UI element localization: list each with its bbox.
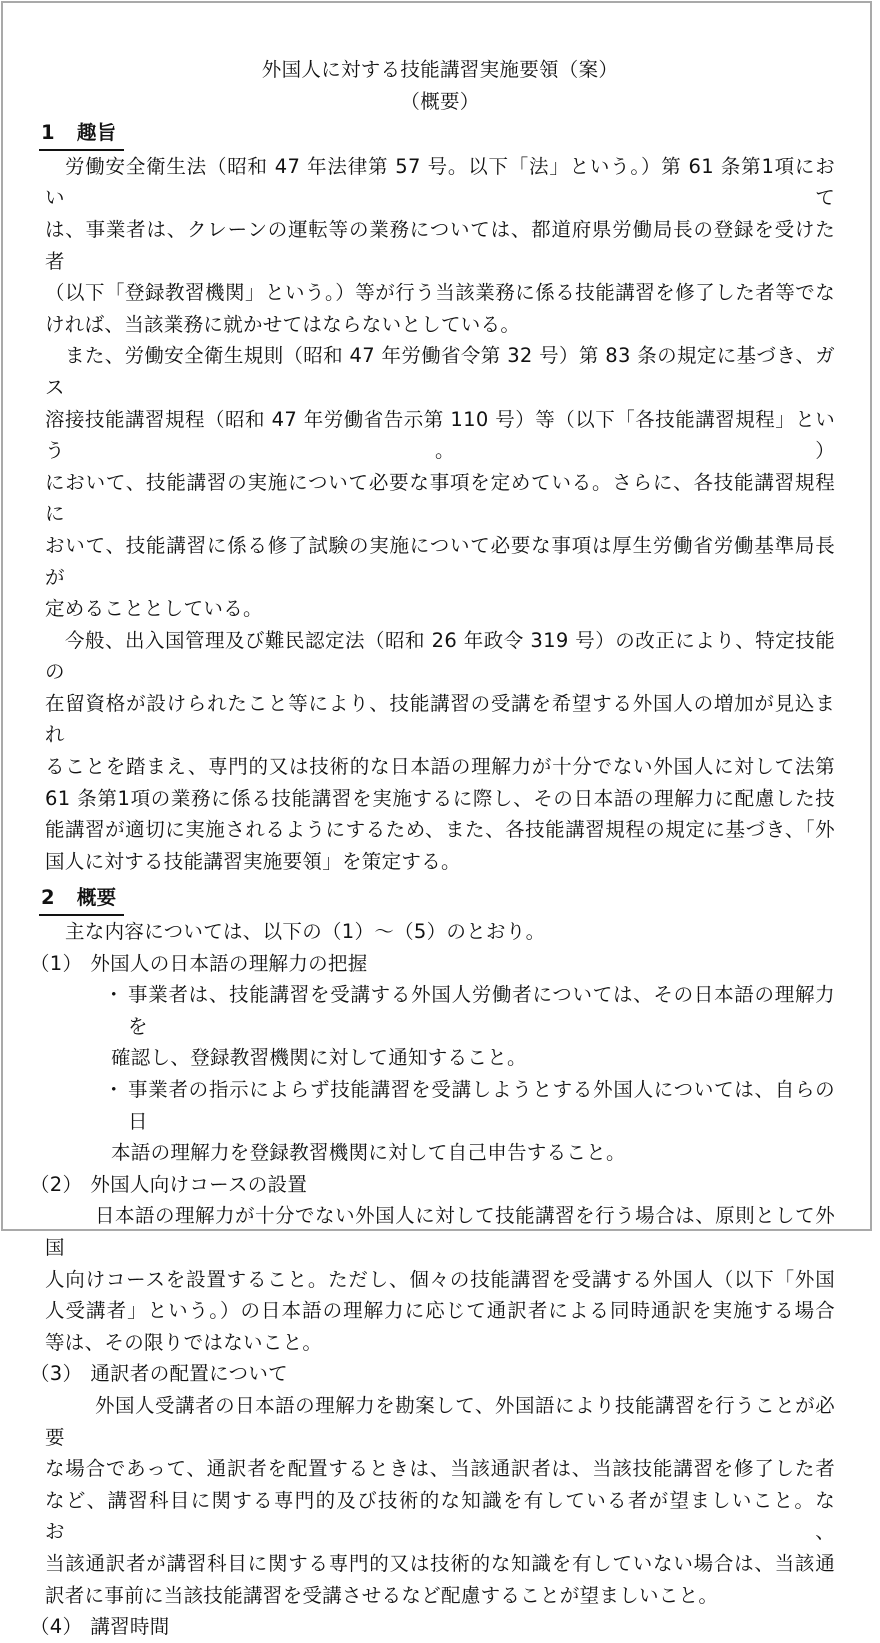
- intro-line: 主な内容については、以下の（1）～（5）のとおり。: [65, 920, 546, 944]
- item-paragraph-line: 訳者に事前に当該技能講習を受講させるなど配慮することが望ましいこと。: [45, 1583, 719, 1607]
- paragraph-line: （以下「登録教習機関」という。）等が行う当該業務に係る技能講習を修了した者等でな: [45, 281, 836, 305]
- item-paragraph-line: 人受講者」という。）の日本語の理解力に応じて通訳者による同時通訳を実施する場合: [45, 1299, 835, 1323]
- bullet-continuation-line: 確認し、登録教習機関に対して通知すること。: [111, 1046, 527, 1070]
- list-item-heading: [30, 1611, 835, 1643]
- paragraph-line: おいて、技能講習に係る修了試験の実施について必要な事項は厚生労働省労働基準局長が: [45, 533, 835, 589]
- item-paragraph-line: 日本語の理解力が十分でない外国人に対して技能講習を行う場合は、原則として外国: [45, 1204, 835, 1259]
- list-item-heading: [30, 948, 835, 980]
- list-item-number: （2）: [30, 1172, 83, 1196]
- list-item-number: （4）: [30, 1615, 83, 1639]
- section-heading: [39, 882, 835, 916]
- section-heading: [39, 117, 835, 151]
- item-paragraph-line: など、講習科目に関する専門的及び技術的な知識を有している者が望ましいこと。なお、: [45, 1488, 835, 1544]
- list-item-title: 外国人向けコースの設置: [90, 1172, 308, 1196]
- paragraph-line: 在留資格が設けられたこと等により、技能講習の受講を希望する外国人の増加が見込まれ: [45, 691, 835, 747]
- section-number: 1: [41, 121, 55, 145]
- bullet-line: [104, 1074, 835, 1137]
- item-paragraph-line: 当該通訳者が講習科目に関する専門的又は技術的な知識を有していない場合は、当該通: [45, 1551, 835, 1575]
- section-title: 趣旨: [76, 121, 117, 145]
- paragraph-line: 能講習が適切に実施されるようにするため、また、各技能講習規程の規定に基づき、「外: [45, 818, 835, 842]
- item-paragraph-line: 人向けコースを設置すること。ただし、個々の技能講習を受講する外国人（以下「外国: [45, 1267, 835, 1291]
- paragraph-line: 今般、出入国管理及び難民認定法（昭和 26 年政令 319 号）の改正により、特定技能の: [45, 628, 835, 684]
- section-heading-underline: [39, 882, 124, 916]
- paragraph-line: また、労働安全衛生規則（昭和 47 年労働省令第 32 号）第 83 条の規定に基づき、ガス: [45, 344, 835, 399]
- paragraph-line: ければ、当該業務に就かせてはならないとしている。: [45, 312, 521, 336]
- list-item-number: （3）: [30, 1362, 83, 1386]
- list-item-heading: [30, 1358, 835, 1390]
- section-title: 概要: [76, 886, 117, 910]
- bullet-icon: ・: [104, 1078, 124, 1101]
- bullet-text: 事業者は、技能講習を受講する外国人労働者については、その日本語の理解力を: [128, 983, 835, 1038]
- paragraph-line: は、事業者は、クレーンの運転等の業務については、都道府県労働局長の登録を受けた者: [45, 217, 835, 273]
- list-item-number: （1）: [30, 951, 83, 975]
- paragraph-line: 61 条第1項の業務に係る技能講習を実施するに際し、その日本語の理解力に配慮した技: [45, 786, 835, 810]
- doc-subtitle: （概要）: [400, 89, 480, 113]
- bullet-line: [104, 979, 835, 1042]
- paragraph-line: 国人に対する技能講習実施要領」を策定する。: [45, 849, 461, 873]
- bullet-icon: ・: [104, 983, 124, 1007]
- paragraph-line: 溶接技能講習規程（昭和 47 年労働省告示第 110 号）等（以下「各技能講習規程」という。）: [45, 407, 835, 463]
- list-item-title: 通訳者の配置について: [90, 1362, 288, 1386]
- list-item-title: 外国人の日本語の理解力の把握: [90, 951, 368, 975]
- paragraph-line: ることを踏まえ、専門的又は技術的な日本語の理解力が十分でない外国人に対して法第: [45, 755, 835, 779]
- paragraph-line: において、技能講習の実施について必要な事項を定めている。さらに、各技能講習規程に: [45, 470, 835, 526]
- item-paragraph-line: 外国人受講者の日本語の理解力を勘案して、外国語により技能講習を行うことが必要: [45, 1393, 835, 1449]
- section-number: 2: [41, 886, 55, 910]
- item-paragraph-line: な場合であって、通訳者を配置するときは、当該通訳者は、当該技能講習を修了した者: [45, 1457, 835, 1481]
- document-body: [30, 117, 836, 1643]
- bullet-text: 事業者の指示によらず技能講習を受講しようとする外国人については、自らの日: [128, 1078, 835, 1133]
- list-item-heading: [30, 1169, 835, 1201]
- paragraph-line: 定めることとしている。: [45, 597, 263, 621]
- list-item-title: 講習時間: [90, 1615, 170, 1639]
- section-heading-underline: [39, 117, 124, 151]
- item-paragraph-line: 等は、その限りではないこと。: [45, 1330, 323, 1354]
- bullet-continuation-line: 本語の理解力を登録教習機関に対して自己申告すること。: [111, 1141, 626, 1165]
- paragraph-line: 労働安全衛生法（昭和 47 年法律第 57 号。以下「法」という。）第 61 条第1項において: [45, 154, 835, 210]
- doc-title: 外国人に対する技能講習実施要領（案）: [261, 58, 619, 81]
